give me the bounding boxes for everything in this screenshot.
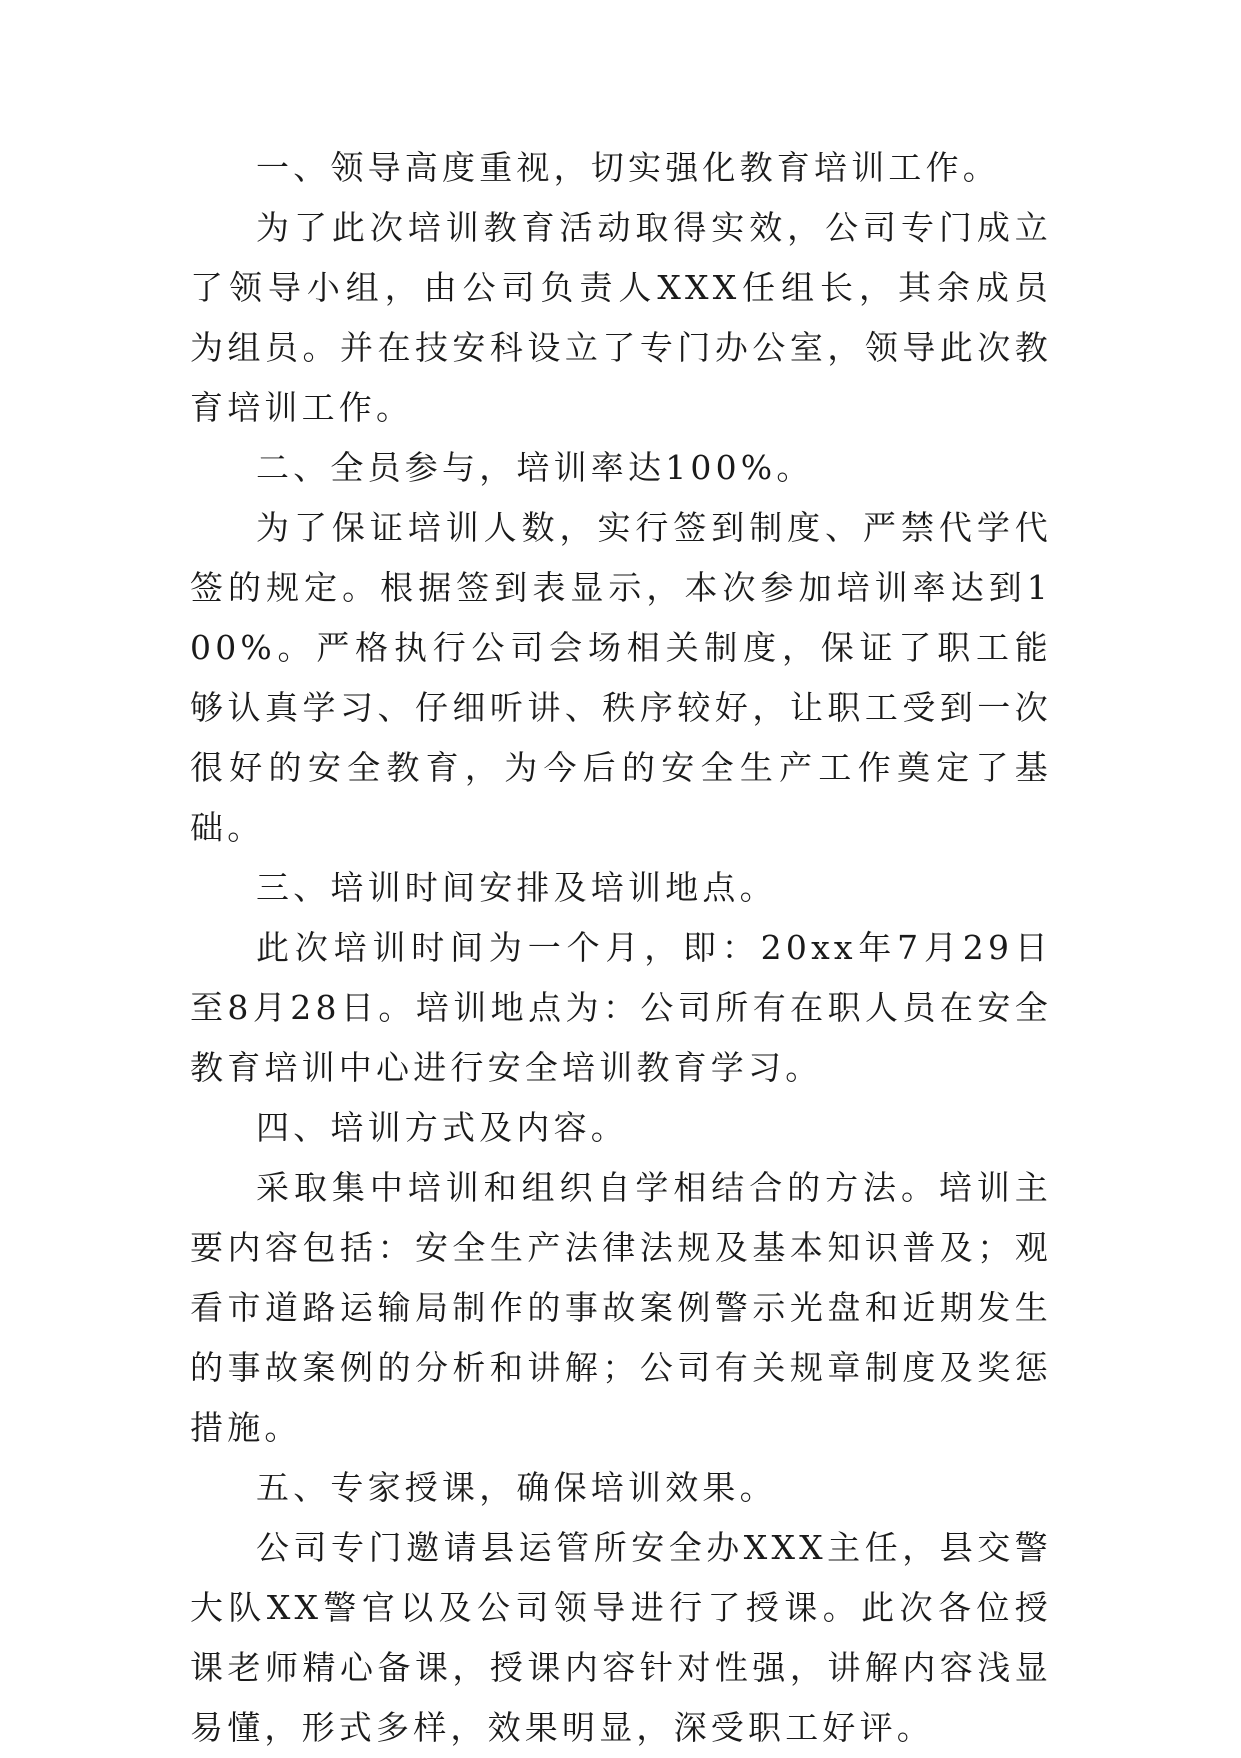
section-1-body: 为了此次培训教育活动取得实效，公司专门成立了领导小组，由公司负责人XXX任组长，其余成员为组员。并在技安科设立了专门办公室，领导此次教育培训工作。 xyxy=(190,208,1052,427)
section-2-heading: 二、全员参与，培训率达100%。 xyxy=(256,448,814,487)
section-4-body: 采取集中培训和组织自学相结合的方法。培训主要内容包括：安全生产法律法规及基本知识普及；观看市道路运输局制作的事故案例警示光盘和近期发生的事故案例的分析和讲解；公司有关规章制度及奖惩措施。 xyxy=(190,1168,1052,1447)
section-3-body: 此次培训时间为一个月，即：20xx年7月29日至8月28日。培训地点为：公司所有在职人员在安全教育培训中心进行安全培训教育学习。 xyxy=(190,928,1052,1087)
document-page xyxy=(190,138,1052,1747)
section-5-body: 公司专门邀请县运管所安全办XXX主任，县交警大队XX警官以及公司领导进行了授课。此次各位授课老师精心备课，授课内容针对性强，讲解内容浅显易懂，形式多样，效果明显，深受职工好评。 xyxy=(190,1528,1052,1747)
section-2-body: 为了保证培训人数，实行签到制度、严禁代学代签的规定。根据签到表显示，本次参加培训率达到100%。严格执行公司会场相关制度，保证了职工能够认真学习、仔细听讲、秩序较好，让职工受到一次很好的安全教育，为今后的安全生产工作奠定了基础。 xyxy=(190,508,1052,847)
section-5-heading: 五、专家授课，确保培训效果。 xyxy=(256,1468,777,1507)
section-1-heading: 一、领导高度重视，切实强化教育培训工作。 xyxy=(256,148,1000,187)
section-3-heading: 三、培训时间安排及培训地点。 xyxy=(256,868,777,907)
section-4-heading: 四、培训方式及内容。 xyxy=(256,1108,628,1147)
